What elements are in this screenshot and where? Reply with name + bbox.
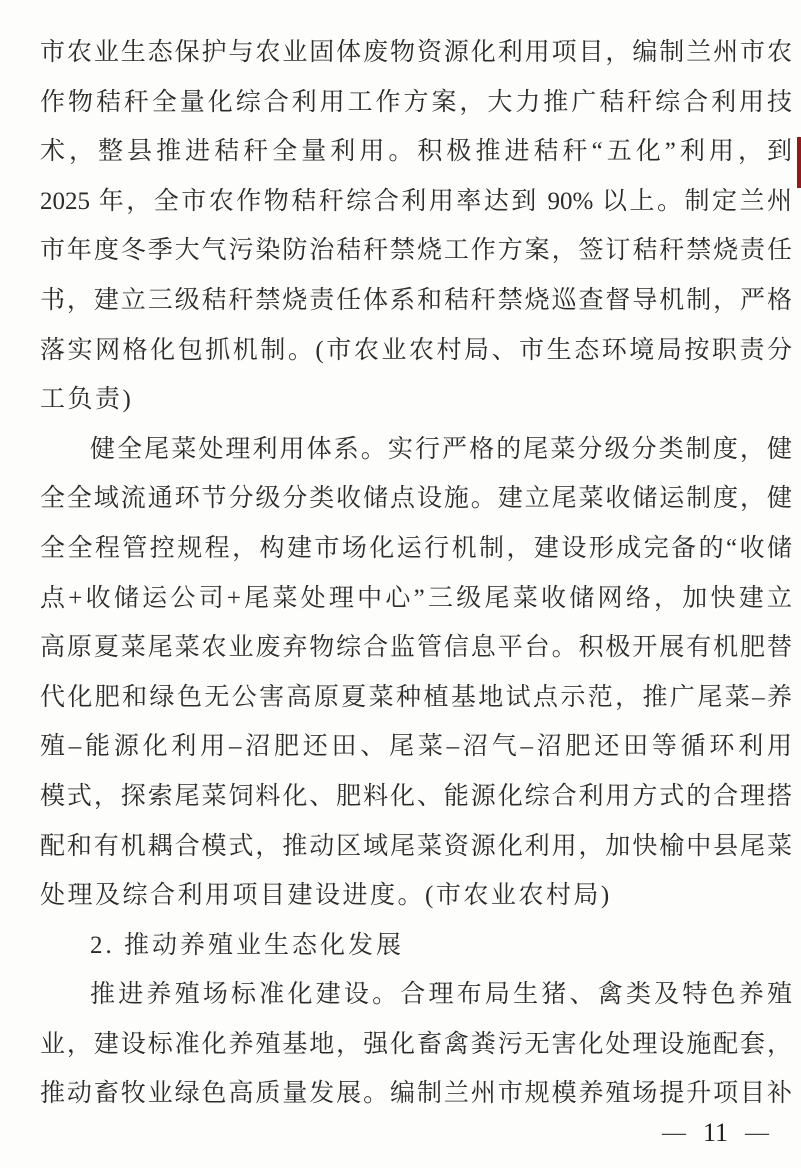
document-line-12: 点+收储运公司+尾菜处理中心”三级尾菜收储网络，加快建立	[40, 584, 792, 612]
document-line-3: 术，整县推进秸秆全量利用。积极推进秸秆“五化”利用，到	[40, 138, 792, 166]
document-line-4: 2025 年，全市农作物秸秆综合利用率达到 90% 以上。制定兰州	[40, 187, 792, 215]
page-footer	[662, 1118, 769, 1148]
document-line-13: 高原夏菜尾菜农业废弃物综合监管信息平台。积极开展有机肥替	[40, 634, 792, 662]
document-line-1: 市农业生态保护与农业固体废物资源化利用项目，编制兰州市农	[40, 39, 792, 66]
document-line-19: 2. 推动养殖业生态化发展	[90, 931, 405, 959]
document-line-6: 书，建立三级秸秆禁烧责任体系和秸秆禁烧巡查督导机制，严格	[40, 286, 792, 314]
document-line-2: 作物秸秆全量化综合利用工作方案，大力推广秸秆综合利用技	[40, 88, 792, 116]
page-number: 11	[702, 1118, 728, 1147]
document-line-21: 业，建设标准化养殖基地，强化畜禽粪污无害化处理设施配套，	[40, 1030, 792, 1058]
red-edge-mark	[797, 137, 801, 188]
document-line-7: 落实网格化包抓机制。(市农业农村局、市生态环境局按职责分	[40, 336, 792, 364]
document-line-14: 代化肥和绿色无公害高原夏菜种植基地试点示范，推广尾菜–养	[40, 683, 792, 711]
document-text-block	[40, 28, 792, 1119]
document-line-11: 全全程管控规程，构建市场化运行机制，建设形成完备的“收储	[40, 534, 792, 562]
document-line-16: 模式，探索尾菜饲料化、肥料化、能源化综合利用方式的合理搭	[40, 782, 792, 810]
document-line-5: 市年度冬季大气污染防治秸秆禁烧工作方案，签订秸秆禁烧责任	[40, 237, 792, 265]
document-line-15: 殖–能源化利用–沼肥还田、尾菜–沼气–沼肥还田等循环利用	[40, 733, 792, 761]
footer-right-dash: —	[745, 1119, 769, 1146]
document-line-17: 配和有机耦合模式，推动区域尾菜资源化利用，加快榆中县尾菜	[40, 832, 792, 860]
document-line-9: 健全尾菜处理利用体系。实行严格的尾菜分级分类制度，健	[90, 435, 792, 463]
document-line-8: 工负责)	[40, 386, 134, 414]
footer-left-dash: —	[661, 1119, 686, 1146]
document-line-22: 推动畜牧业绿色高质量发展。编制兰州市规模养殖场提升项目补	[40, 1080, 792, 1108]
document-line-18: 处理及综合利用项目建设进度。(市农业农村局)	[40, 882, 612, 910]
document-line-10: 全全域流通环节分级分类收储点设施。建立尾菜收储运制度，健	[40, 485, 792, 513]
document-line-20: 推进养殖场标准化建设。合理布局生猪、禽类及特色养殖	[90, 981, 792, 1009]
